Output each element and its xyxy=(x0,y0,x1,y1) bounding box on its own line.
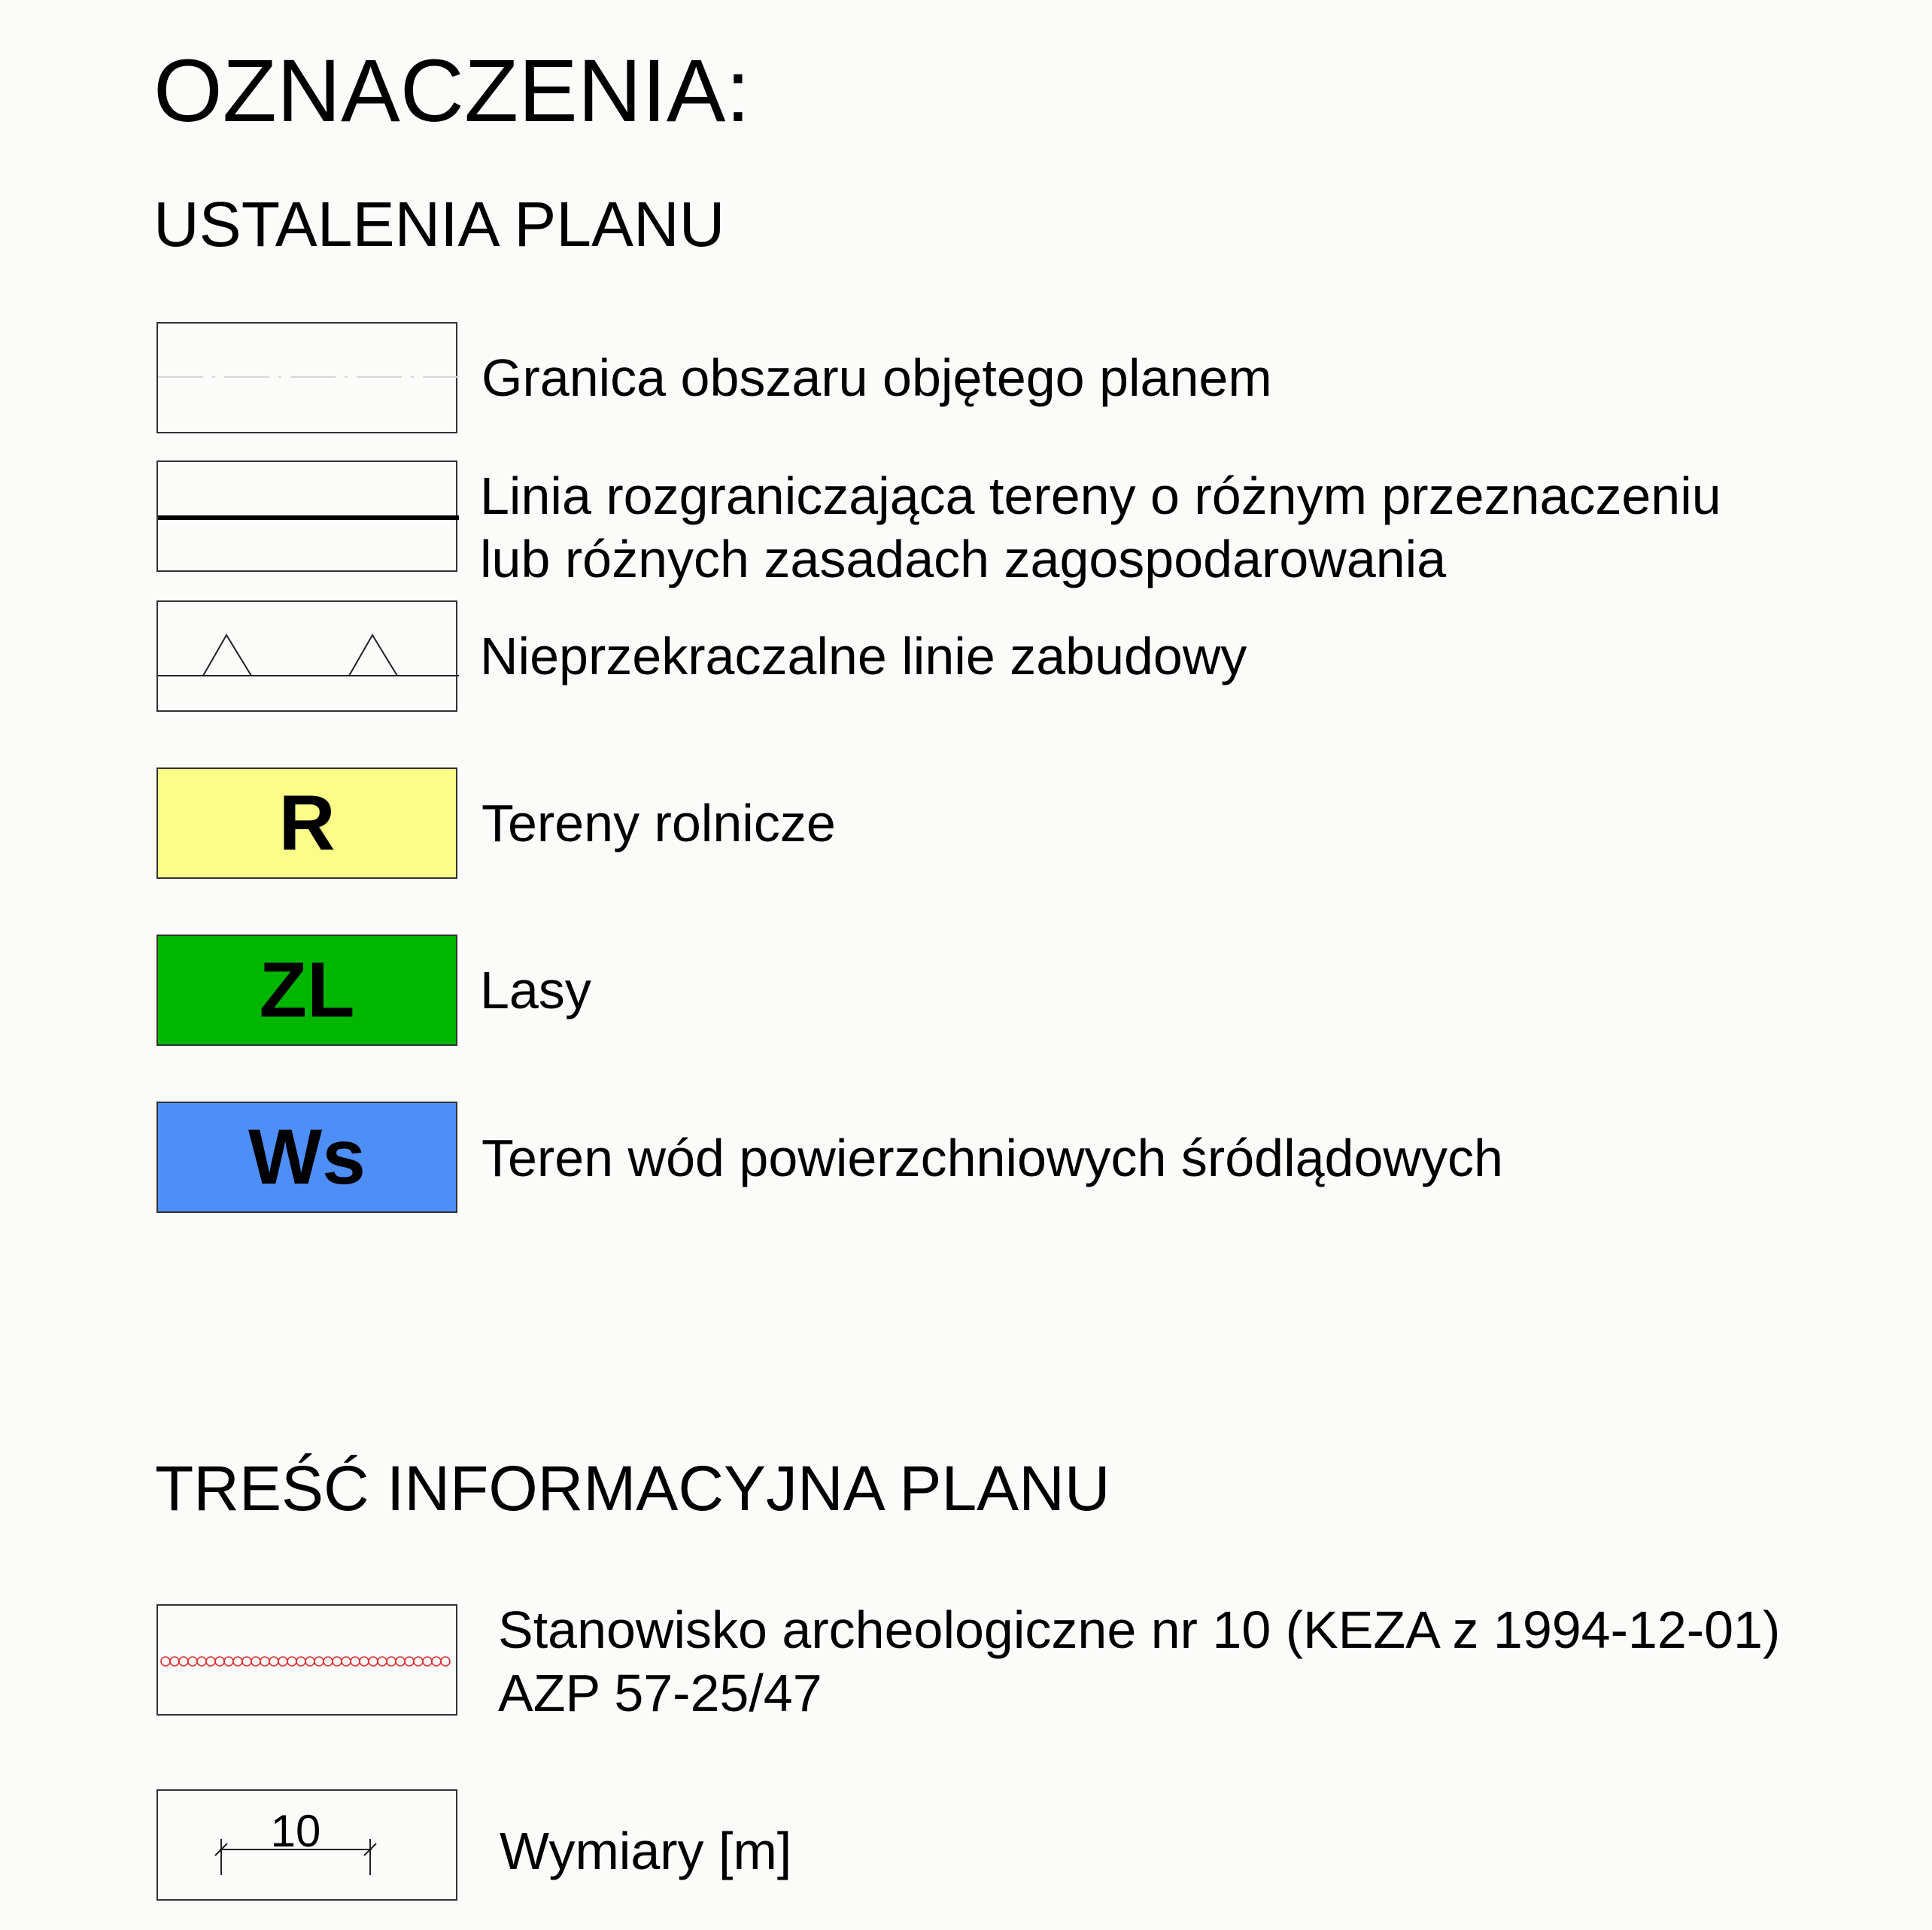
circle-chain-link xyxy=(269,1657,278,1666)
legend-label-dividing-line xyxy=(480,464,1721,591)
dimension-value: 10 xyxy=(270,1806,321,1856)
legend-label-line: Tereny rolnicze xyxy=(481,794,836,853)
circle-chain-link xyxy=(405,1657,414,1666)
circle-chain-link xyxy=(396,1657,405,1666)
circle-chain-link xyxy=(387,1657,396,1666)
circle-chain-link xyxy=(351,1657,360,1666)
legend-label-line: Granica obszaru objętego planem xyxy=(481,348,1272,407)
legend-label-line: Teren wód powierzchniowych śródlądowych xyxy=(481,1129,1503,1187)
section-heading-plan: USTALENIA PLANU xyxy=(153,189,725,260)
circle-chain-link xyxy=(215,1657,224,1666)
swatch-dimension xyxy=(156,1789,457,1901)
circle-chain-link xyxy=(378,1657,387,1666)
circle-chain-link xyxy=(251,1657,260,1666)
circle-chain-link xyxy=(423,1657,432,1666)
circle-chain-link xyxy=(224,1657,233,1666)
circle-chain-link xyxy=(197,1657,206,1666)
circle-chain-link xyxy=(441,1657,450,1666)
circle-chain-link xyxy=(342,1657,351,1666)
swatch-archaeological-site xyxy=(156,1604,457,1716)
swatch-forest xyxy=(156,935,457,1046)
circle-chain-link xyxy=(296,1657,305,1666)
legend-label-line: Lasy xyxy=(480,961,591,1020)
circle-chain-link xyxy=(278,1657,287,1666)
legend-label-line: Stanowisko archeologiczne nr 10 (KEZA z 1994-12-01) xyxy=(498,1600,1781,1659)
circle-chain-link xyxy=(161,1657,170,1666)
swatch-dividing-line xyxy=(156,460,457,572)
circle-chain-link xyxy=(314,1657,324,1666)
circle-chain-link xyxy=(305,1657,314,1666)
circle-chain-link xyxy=(369,1657,378,1666)
legend-label-archaeological-site xyxy=(498,1598,1780,1725)
zone-code-zl: ZL xyxy=(259,947,355,1034)
section-heading-info: TREŚĆ INFORMACYJNA PLANU xyxy=(155,1453,1110,1524)
circle-chain-link xyxy=(233,1657,242,1666)
circle-chain-link xyxy=(188,1657,197,1666)
legend-label-line: Linia rozgraniczająca tereny o różnym przeznaczeniu xyxy=(480,467,1721,525)
thick-line-icon xyxy=(158,462,459,573)
swatch-plan-boundary xyxy=(156,322,457,433)
legend-label-line: Wymiary [m] xyxy=(500,1822,792,1880)
circle-chain-link xyxy=(260,1657,269,1666)
legend-label-dimensions xyxy=(500,1819,791,1883)
zone-code-r: R xyxy=(278,780,336,867)
legend-label-plan-boundary xyxy=(481,346,1272,409)
swatch-agricultural xyxy=(156,767,457,879)
swatch-water xyxy=(156,1102,457,1213)
circle-chain-link xyxy=(324,1657,333,1666)
circle-chain-link xyxy=(333,1657,342,1666)
circle-chain-link xyxy=(242,1657,251,1666)
legend-label-line: Nieprzekraczalne linie zabudowy xyxy=(480,627,1247,685)
zone-code-ws: Ws xyxy=(248,1114,366,1201)
legend-label-forest xyxy=(480,959,591,1022)
circle-chain-link xyxy=(179,1657,188,1666)
dash-dot-line-icon xyxy=(158,324,459,435)
circle-chain-link xyxy=(432,1657,441,1666)
legend-label-agricultural xyxy=(481,792,836,855)
legend-label-building-line xyxy=(480,625,1247,688)
circle-chain-link xyxy=(414,1657,423,1666)
dimension-line-icon xyxy=(158,1791,459,1902)
legend-label-water xyxy=(481,1126,1503,1190)
legend-label-line: AZP 57-25/47 xyxy=(498,1664,822,1722)
circle-chain-link xyxy=(206,1657,215,1666)
circle-chain-link xyxy=(360,1657,369,1666)
circle-chain-link xyxy=(170,1657,179,1666)
page-title: OZNACZENIA: xyxy=(153,41,751,141)
circle-chain-line-icon xyxy=(158,1606,459,1717)
circle-chain-link xyxy=(287,1657,296,1666)
building-line-triangles-icon xyxy=(158,602,459,713)
legend-label-line: lub różnych zasadach zagospodarowania xyxy=(480,530,1447,588)
swatch-building-line xyxy=(156,600,457,712)
